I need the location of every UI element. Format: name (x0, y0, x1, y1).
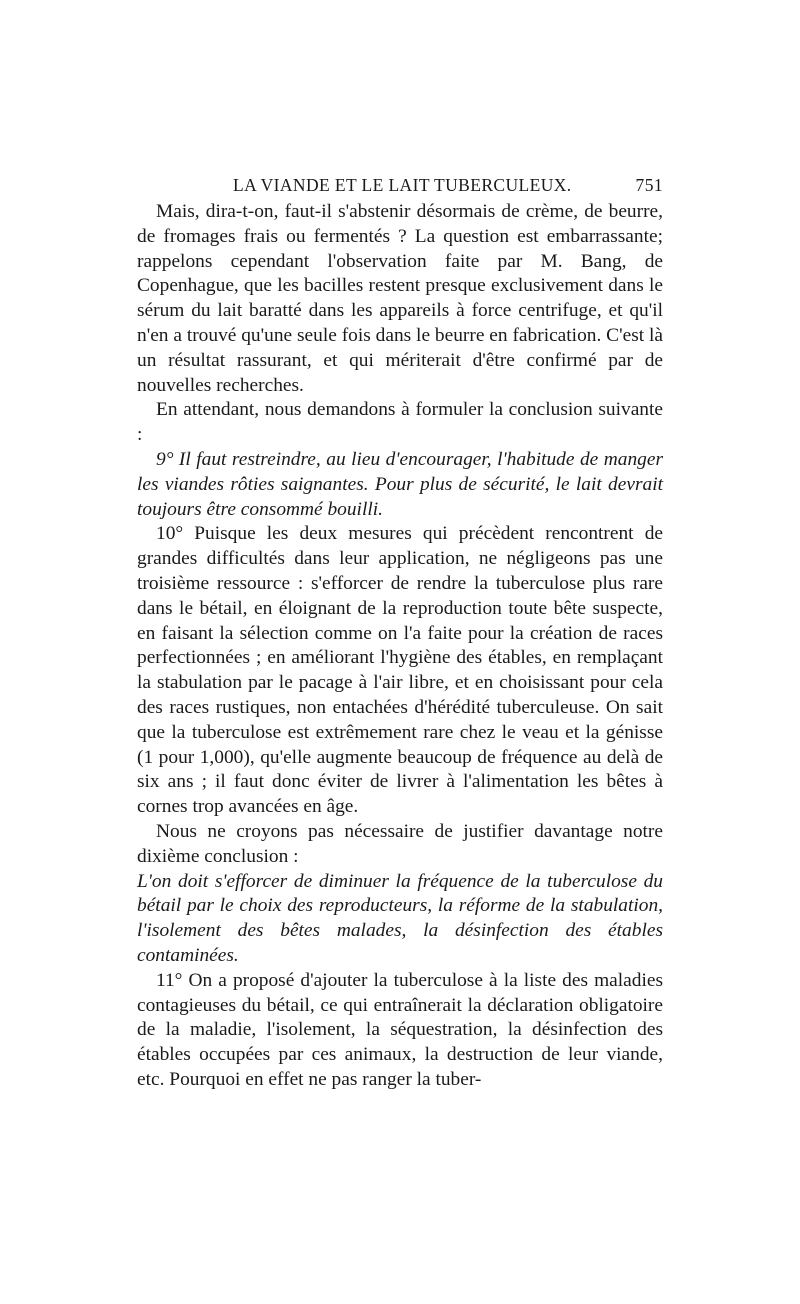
paragraph-cream-butter: Mais, dira-t-on, faut-il s'abstenir désormais de crème, de beurre, de fromages frais ou fermentés ? La question est embarrassante; rappelons cependant l'observation faite par M. Bang, de Copenhague, que les bacilles restent presque exclusivement dans le sérum du lait baratté dans les appareils à force centrifuge, et qu'il n'en a trouvé qu'une seule fois dans le beurre en fabrication. C'est là un résultat rassurant, et qui mériterait d'être confirmé par de nouvelles recherches. (137, 201, 663, 396)
conclusion-9: 9° Il faut restreindre, au lieu d'encourager, l'habitude de manger les viandes rôties saignantes. Pour plus de sécurité, le lait devrait toujours être consommé bouilli. (137, 448, 663, 520)
paragraph-10: 10° Puisque les deux mesures qui précèdent rencontrent de grandes difficultés dans leur application, ne négligeons pas une troisième ressource : s'efforcer de rendre la tuberculose plus rare dans le bétail, en éloignant de la reproduction toute bête suspecte, en faisant la sélection comme on l'a faite pour la création de races perfectionnées ; en améliorant l'hygiène des étables, en remplaçant la stabulation par le pacage à l'air libre, et en choisissant pour cela des races rustiques, non entachées d'hérédité tuberculeuse. On sait que la tuberculose est extrêmement rare chez le veau et la génisse (1 pour 1,000), qu'elle augmente beaucoup de fréquence au delà de six ans ; il faut donc éviter de livrer à l'alimentation les bêtes à cornes trop avancées en âge. (137, 523, 663, 818)
running-head (137, 175, 663, 196)
body-text (137, 200, 663, 1093)
paragraph-11: 11° On a proposé d'ajouter la tuberculose à la liste des maladies contagieuses du bétail, ce qui entraînerait la déclaration obligatoire de la maladie, l'isolement, la séquestration, la désinfection des étables occupées par ces animaux, la destruction de leur viande, etc. Pourquoi en effet ne pas ranger la tuber- (137, 969, 663, 1090)
paragraph-tenth-conclusion-intro: Nous ne croyons pas nécessaire de justifier davantage notre dixième conclusion : (137, 820, 663, 867)
page-number: 751 (635, 175, 663, 195)
running-title: LA VIANDE ET LE LAIT TUBERCULEUX. (233, 175, 572, 195)
conclusion-10: L'on doit s'efforcer de diminuer la fréquence de la tuberculose du bétail par le choix des reproducteurs, la réforme de la stabulation, l'isolement des bêtes malades, la désinfection des étables contaminées. (137, 870, 663, 966)
paragraph-conclusion-intro: En attendant, nous demandons à formuler la conclusion suivante : (137, 399, 663, 446)
